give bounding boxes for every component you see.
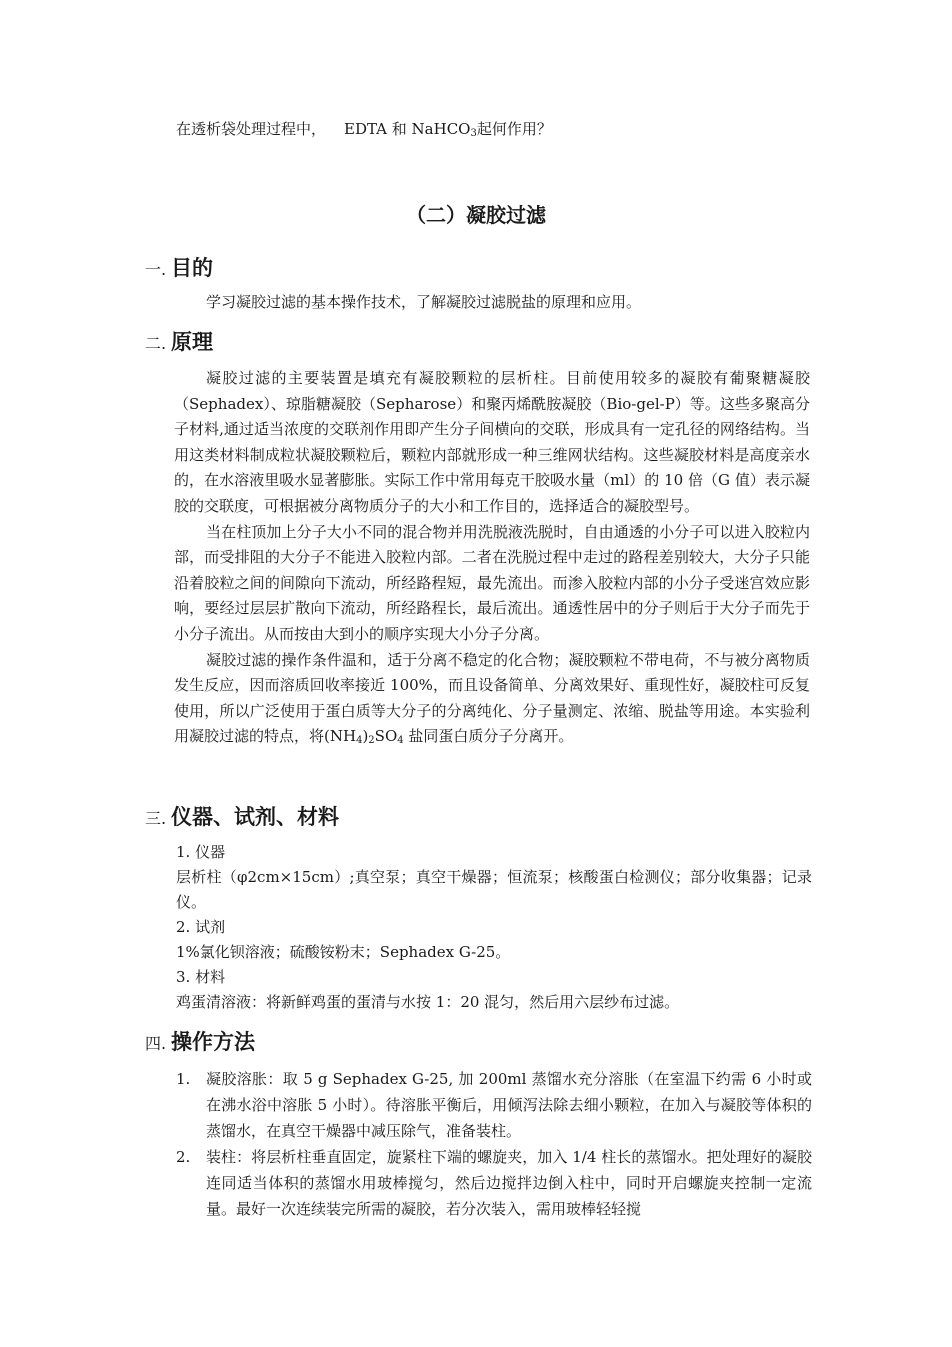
heading-materials xyxy=(145,801,339,831)
purpose-text: 学习凝胶过滤的基本操作技术，了解凝胶过滤脱盐的原理和应用。 xyxy=(206,293,642,311)
principle-section xyxy=(174,366,810,754)
heading-text: 原理 xyxy=(171,330,213,354)
p3-sub-2: 2 xyxy=(368,735,375,747)
step-text: 凝胶溶胀：取 5 g Sephadex G-25, 加 200ml 蒸馏水充分溶胀（在室温下约需 6 小时或在沸水浴中溶胀 5 小时）。待溶胀平衡后，用倾泻法除去细小颗粒，在加入与凝胶等体积的蒸馏水，在真空干燥器中减压除气，准备装柱。 xyxy=(206,1070,812,1140)
materials-instruments-text: 层析柱（φ2cm×15cm）;真空泵；真空干燥器；恒流泵；核酸蛋白检测仪；部分收集器；记录仪。 xyxy=(176,868,812,911)
heading-number: 二. xyxy=(145,334,167,353)
materials-instruments-label: 1. 仪器 xyxy=(176,843,226,861)
heading-text: 目的 xyxy=(171,256,213,280)
heading-number: 四. xyxy=(145,1034,167,1053)
p3-text-c: SO xyxy=(374,727,398,746)
heading-purpose xyxy=(145,252,213,282)
principle-paragraph-3 xyxy=(174,648,810,754)
materials-materials-text: 鸡蛋清溶液：将新鲜鸡蛋的蛋清与水按 1：20 混匀，然后用六层纱布过滤。 xyxy=(176,993,680,1011)
heading-principle xyxy=(145,326,213,356)
p3-text-b: ) xyxy=(362,727,369,746)
intro-question xyxy=(176,118,552,145)
heading-text: 仪器、试剂、材料 xyxy=(171,805,339,829)
materials-materials-label: 3. 材料 xyxy=(176,968,226,986)
procedure-step xyxy=(176,1144,812,1222)
p3-text-d: 盐同蛋白质分子分离开。 xyxy=(403,727,574,746)
principle-paragraph-1: 凝胶过滤的主要装置是填充有凝胶颗粒的层析柱。目前使用较多的凝胶有葡聚糖凝胶（Sephadex）、琼脂糖凝胶（Sepharose）和聚丙烯酰胺凝胶（Bio-gel-P）等。这些多聚高分子材料,通过适当浓度的交联剂作用即产生分子间横向的交联，形成具有一定孔径的网络结构。当用这类材料制成粒状凝胶颗粒后，颗粒内部就形成一种三维网状结构。这些凝胶材料是高度亲水的，在水溶液里吸水显著膨胀。实际工作中常用每克干胶吸水量（ml）的 10 倍（G 值）表示凝胶的交联度，可根据被分离物质分子的大小和工作目的，选择适合的凝胶型号。 xyxy=(174,369,810,515)
intro-text-3: 起何作用？ xyxy=(476,120,552,138)
step-number: 2. xyxy=(176,1148,191,1166)
materials-reagents-label: 2. 试剂 xyxy=(176,918,226,936)
intro-text-2: EDTA 和 NaHCO xyxy=(344,120,471,138)
materials-reagents-text: 1%氯化钡溶液；硫酸铵粉末；Sephadex G-25。 xyxy=(176,943,511,961)
procedure-step xyxy=(176,1066,812,1144)
procedure-steps xyxy=(176,1066,812,1222)
p3-sub-3: 4 xyxy=(397,735,404,747)
step-number: 1. xyxy=(176,1070,191,1088)
heading-number: 三. xyxy=(145,809,167,828)
intro-text-1: 在透析袋处理过程中， xyxy=(176,120,327,138)
p3-text-a: 凝胶过滤的操作条件温和，适于分离不稳定的化合物；凝胶颗粒不带电荷，不与被分离物质发生反应，因而溶质回收率接近 100%，而且设备简单、分离效果好、重现性好，凝胶柱可反复使用，所以广泛使用于蛋白质等大分子的分离纯化、分子量测定、浓缩、脱盐等用途。本实验利用凝胶过滤的特点，将(NH xyxy=(174,650,810,746)
heading-text: 操作方法 xyxy=(171,1030,255,1054)
heading-procedure xyxy=(145,1026,255,1056)
intro-subscript: 3 xyxy=(470,128,477,139)
p3-sub-1: 4 xyxy=(356,735,363,747)
section-title: （二）凝胶过滤 xyxy=(406,203,546,227)
step-text: 装柱：将层析柱垂直固定，旋紧柱下端的螺旋夹，加入 1/4 柱长的蒸馏水。把处理好的凝胶连同适当体积的蒸馏水用玻棒搅匀，然后边搅拌边倒入柱中，同时开启螺旋夹控制一定流量。最好一次连续装完所需的凝胶，若分次装入，需用玻棒轻轻搅 xyxy=(206,1148,812,1218)
heading-number: 一. xyxy=(145,260,167,279)
principle-paragraph-2: 当在柱顶加上分子大小不同的混合物并用洗脱液洗脱时，自由通透的小分子可以进入胶粒内部，而受排阻的大分子不能进入胶粒内部。二者在洗脱过程中走过的路程差别较大，大分子只能沿着胶粒之间的间隙向下流动，所经路程短，最先流出。而渗入胶粒内部的小分子受迷宫效应影响，要经过层层扩散向下流动，所经路程长，最后流出。通透性居中的分子则后于大分子而先于小分子流出。从而按由大到小的顺序实现大小分子分离。 xyxy=(174,522,810,643)
